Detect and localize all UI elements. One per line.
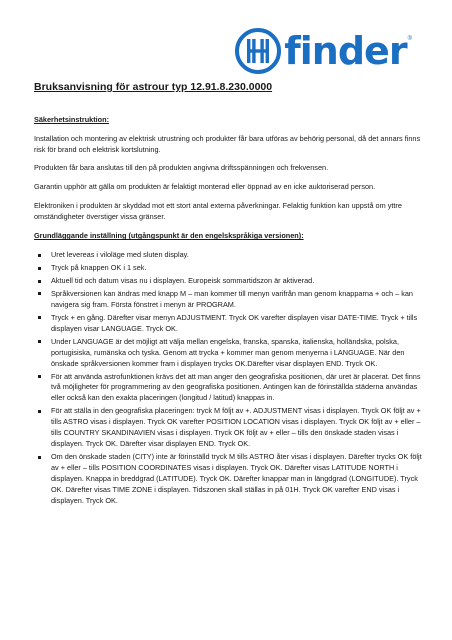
- list-item: Under LANGUAGE är det möjligt att välja mellan engelska, franska, spanska, italienska, holländska, polska, portugisiska, rumänska och tyska. Genom att trycka + kommer man genom menyerna i LANGUAGE. När den önskade språkversionen kommer fram i displayen trycks OK.Därefter visar displayen END. Tryck OK.: [34, 337, 426, 370]
- finder-wordmark: finder: [284, 29, 407, 73]
- safety-paragraph: Produkten får bara anslutas till den på produkten angivna driftsspänningen och frekvensen.: [34, 163, 329, 173]
- safety-paragraph: Elektroniken i produkten är skyddad mot ett stort antal externa påverkningar. Felaktig funktion kan uppstå om yttre omständigheter överstiger vissa gränser.: [34, 201, 402, 222]
- basic-settings-heading: Grundläggande inställning (utgångspunkt är den engelskspråkiga versionen):: [34, 231, 304, 241]
- list-item: Om den önskade staden (CITY) inte är förinställd tryck M tills ASTRO åter visas i displayen. Därefter trycks OK följt av + eller – tills POSITION COORDINATES visas i displayen. Tryck OK. Därefter visas LATITUDE NORTH i displayen. Knappa in breddgrad (LATITUDE). Tryck OK. Därefter knappar man in längdgrad (LONGITUDE). Tryck OK. Därefter visas TIME ZONE i displayen. Tidszonen skall ställas in på 01H. Tryck OK varefter END visas i displayen. Tryck OK.: [34, 452, 426, 507]
- list-item: För att ställa in den geografiska placeringen: tryck M följt av +. ADJUSTMENT visas i displayen. Tryck OK följt av + tills ASTRO visas i displayen. Tryck OK varefter POSITION LOCATION visas i displayen. Tryck OK följt av + eller – tills COUNTRY SKANDINAVIEN visas i displayen. Tryck OK följt av + eller – tills den önskade staden visas i displayen. Tryck OK. Därefter visar displayen END. Tryck OK.: [34, 406, 426, 450]
- list-item: Tryck på knappen OK i 1 sek.: [34, 263, 426, 274]
- safety-paragraph: Installation och montering av elektrisk utrustning och produkter får bara utföras av behörig personal, då det annars finns risk för brand och elektrisk kortslutning.: [34, 133, 421, 154]
- list-item: Tryck + en gång. Därefter visar menyn ADJUSTMENT. Tryck OK varefter displayen visar DATE-TIME. Tryck + tills displayen visar LANGUAGE. Tryck OK.: [34, 313, 426, 335]
- safety-paragraph: Garantin upphör att gälla om produkten är felaktigt monterad eller öppnad av en icke auktoriserad person.: [34, 182, 376, 192]
- list-item: För att använda astrofunktionen krävs det att man anger den geografiska positionen, där uret är placerat. Det finns två möjligheter för programmering av den geografiska positionen. Antingen kan de förinställda städerna användas eller också kan den exakta placeringen (longitud / latitud) knappas in.: [34, 372, 426, 405]
- document-body: [34, 81, 426, 509]
- document-title: Bruksanvisning för astrour typ 12.91.8.230.0000: [34, 81, 273, 93]
- safety-heading: Säkerhetsinstruktion:: [34, 114, 110, 124]
- finder-logo-icon: [235, 28, 281, 74]
- list-item: Språkversionen kan ändras med knapp M – man kommer till menyn varifrån man genom knapparna + och – kan navigera sig fram. Första fönstret i menyn är PROGRAM.: [34, 289, 426, 311]
- finder-logo: [235, 28, 412, 74]
- registered-mark: ®: [407, 36, 412, 42]
- basic-settings-list: [34, 250, 426, 507]
- list-item: Aktuell tid och datum visas nu i displayen. Europeisk sommartidszon är aktiverad.: [34, 276, 426, 287]
- list-item: Uret levereas i viloläge med sluten display.: [34, 250, 426, 261]
